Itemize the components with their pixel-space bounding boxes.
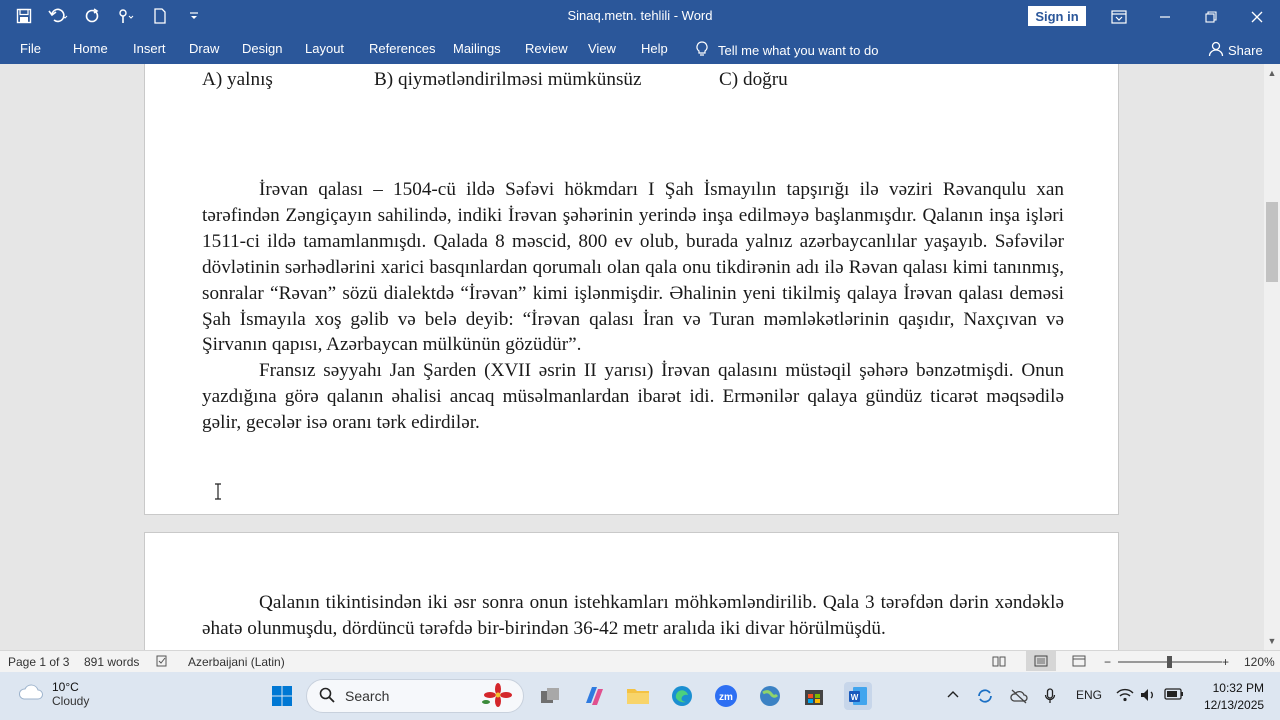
tab-layout[interactable]: Layout [305, 41, 345, 56]
word-count[interactable]: 891 words [84, 655, 140, 669]
file-explorer-icon[interactable] [624, 682, 652, 710]
tab-review[interactable]: Review [525, 41, 568, 56]
paragraph: Fransız səyyahı Jan Şarden (XVII əsrin II yarısı) İrəvan qalasını müstəqil şəhərə bənzətmişdi. Onun yazdığına görə qalanın əhalisi ancaq müsəlmanlardan ibarət idi. Ermənilər qalaya gündüz ticarət məqsədilə gəlir, gecələr isə oranı tərk edirdilər. [202, 360, 1064, 434]
sign-in-button[interactable]: Sign in [1028, 6, 1086, 26]
tab-help[interactable]: Help [641, 41, 668, 56]
restore-icon[interactable] [1188, 0, 1234, 33]
weather-widget[interactable] [18, 680, 89, 708]
document-canvas[interactable] [0, 64, 1264, 650]
tell-me-search[interactable] [696, 41, 878, 60]
svg-text:W: W [850, 693, 859, 702]
title-bar [0, 0, 1280, 33]
document-page[interactable] [144, 532, 1119, 650]
document-page[interactable] [144, 64, 1119, 515]
ribbon-tabs [0, 33, 1280, 64]
wifi-icon[interactable] [1116, 688, 1134, 705]
tab-view[interactable]: View [588, 41, 616, 56]
lightbulb-icon [696, 41, 708, 60]
battery-icon[interactable] [1164, 688, 1184, 703]
temperature: 10°C [52, 680, 79, 694]
language-indicator[interactable]: Azerbaijani (Latin) [188, 655, 285, 669]
svg-text:zm: zm [719, 692, 733, 703]
proofing-icon[interactable] [156, 655, 170, 670]
answer-option-a: A) yalnış [202, 69, 273, 90]
scroll-down-icon[interactable]: ▼ [1267, 636, 1277, 646]
show-hidden-icons-icon[interactable] [946, 688, 960, 702]
page-count[interactable]: Page 1 of 3 [8, 655, 70, 669]
weather-condition: Cloudy [52, 694, 90, 708]
zoom-level[interactable]: 120% [1244, 655, 1275, 669]
zoom-in-button[interactable]: + [1222, 655, 1230, 669]
microsoft-store-icon[interactable] [800, 682, 828, 710]
tell-me-label: Tell me what you want to do [718, 43, 879, 58]
clock-date: 12/13/2025 [1204, 698, 1265, 712]
page-body-text [202, 590, 1064, 642]
search-icon [319, 687, 335, 706]
search-label: Search [345, 688, 390, 704]
system-clock[interactable] [1204, 680, 1264, 714]
globe-app-icon[interactable] [756, 682, 784, 710]
tab-home[interactable]: Home [73, 41, 108, 56]
taskbar [0, 672, 1280, 720]
read-mode-icon[interactable] [992, 655, 1006, 670]
status-bar [0, 650, 1280, 672]
paragraph: İrəvan qalası – 1504-cü ildə Səfəvi hökmdarı I Şah İsmayılın tapşırığı ilə vəziri Rəvanqulu xan tərəfindən Zəngiçayın sahilində, indiki İrəvan şəhərinin yerində inşa edilməyə başlanmışdır. Qalanın inşa işləri 1511-ci ildə tamamlanmışdı. Qalada 8 məscid, 800 ev olub, burada yalnız azərbaycanlılar yaşayıb. Səfəvilər dövlətinin sərhədlərini xarici basqınlardan qorumalı olan qala onu tikdirənin adı ilə Rəvan qalası kimi tanınmış, sonralar “Rəvan” sözü dialektdə “İrəvan” kimi işlənmişdir. Əhalinin yeni tikilmiş qalaya İrəvan qalası deməsi Şah İsmayıla xoş gəlib və belə deyib: “İrəvan qalası İran və Turan məmləkətlərinin qaşıdır, Naxçıvan və Şirvanın qapısı, Azərbaycan mülkünün gözüdür”. [202, 179, 1064, 356]
task-view-icon[interactable] [536, 682, 564, 710]
tab-mailings[interactable]: Mailings [453, 41, 501, 56]
zoom-out-button[interactable]: − [1104, 655, 1112, 669]
clock-time: 10:32 PM [1212, 681, 1264, 695]
scrollbar-thumb[interactable] [1266, 202, 1278, 282]
taskbar-search[interactable] [306, 679, 524, 713]
scroll-up-icon[interactable]: ▲ [1267, 68, 1277, 78]
tab-references[interactable]: References [369, 41, 436, 56]
volume-icon[interactable] [1140, 688, 1156, 705]
zoom-app-icon[interactable] [712, 682, 740, 710]
vertical-scrollbar[interactable] [1264, 64, 1280, 650]
answer-option-b: B) qiymətləndirilməsi mümkünsüz [374, 69, 642, 90]
tab-design[interactable]: Design [242, 41, 283, 56]
close-icon[interactable] [1234, 0, 1280, 33]
paragraph: Qalanın tikintisindən iki əsr sonra onun istehkamları möhkəmləndirilib. Qala 3 tərəfdən dərin xəndəklə əhatə olunmuşdu, dördüncü tərəfdə bir-birindən 36-42 metr aralıda iki divar hörülmüşdü. [202, 592, 1064, 639]
sync-icon[interactable] [976, 688, 994, 707]
text-cursor-icon [214, 483, 222, 500]
ribbon-display-options-icon[interactable] [1096, 0, 1142, 33]
tab-draw[interactable]: Draw [189, 41, 220, 56]
poinsettia-icon [481, 683, 515, 710]
page-body-text [202, 177, 1064, 436]
share-label: Share [1228, 43, 1263, 58]
web-layout-icon[interactable] [1072, 655, 1086, 670]
word-app-icon[interactable] [844, 682, 872, 710]
copilot-icon[interactable] [580, 682, 608, 710]
minimize-icon[interactable] [1142, 0, 1188, 33]
share-button[interactable] [1208, 41, 1263, 60]
tab-file[interactable]: File [20, 41, 41, 56]
zoom-slider-handle[interactable] [1167, 656, 1172, 668]
input-language[interactable]: ENG [1076, 688, 1103, 702]
onedrive-off-icon[interactable] [1010, 688, 1028, 707]
person-icon [1208, 41, 1224, 60]
print-layout-icon[interactable] [1026, 651, 1056, 671]
document-title: Sinaq.metn. tehlili - Word [567, 8, 713, 23]
microphone-icon[interactable] [1044, 688, 1056, 707]
tab-insert[interactable]: Insert [133, 41, 166, 56]
edge-browser-icon[interactable] [668, 682, 696, 710]
cloud-icon [18, 683, 44, 706]
start-windows-icon[interactable] [268, 682, 296, 710]
answer-option-c: C) doğru [719, 69, 788, 90]
